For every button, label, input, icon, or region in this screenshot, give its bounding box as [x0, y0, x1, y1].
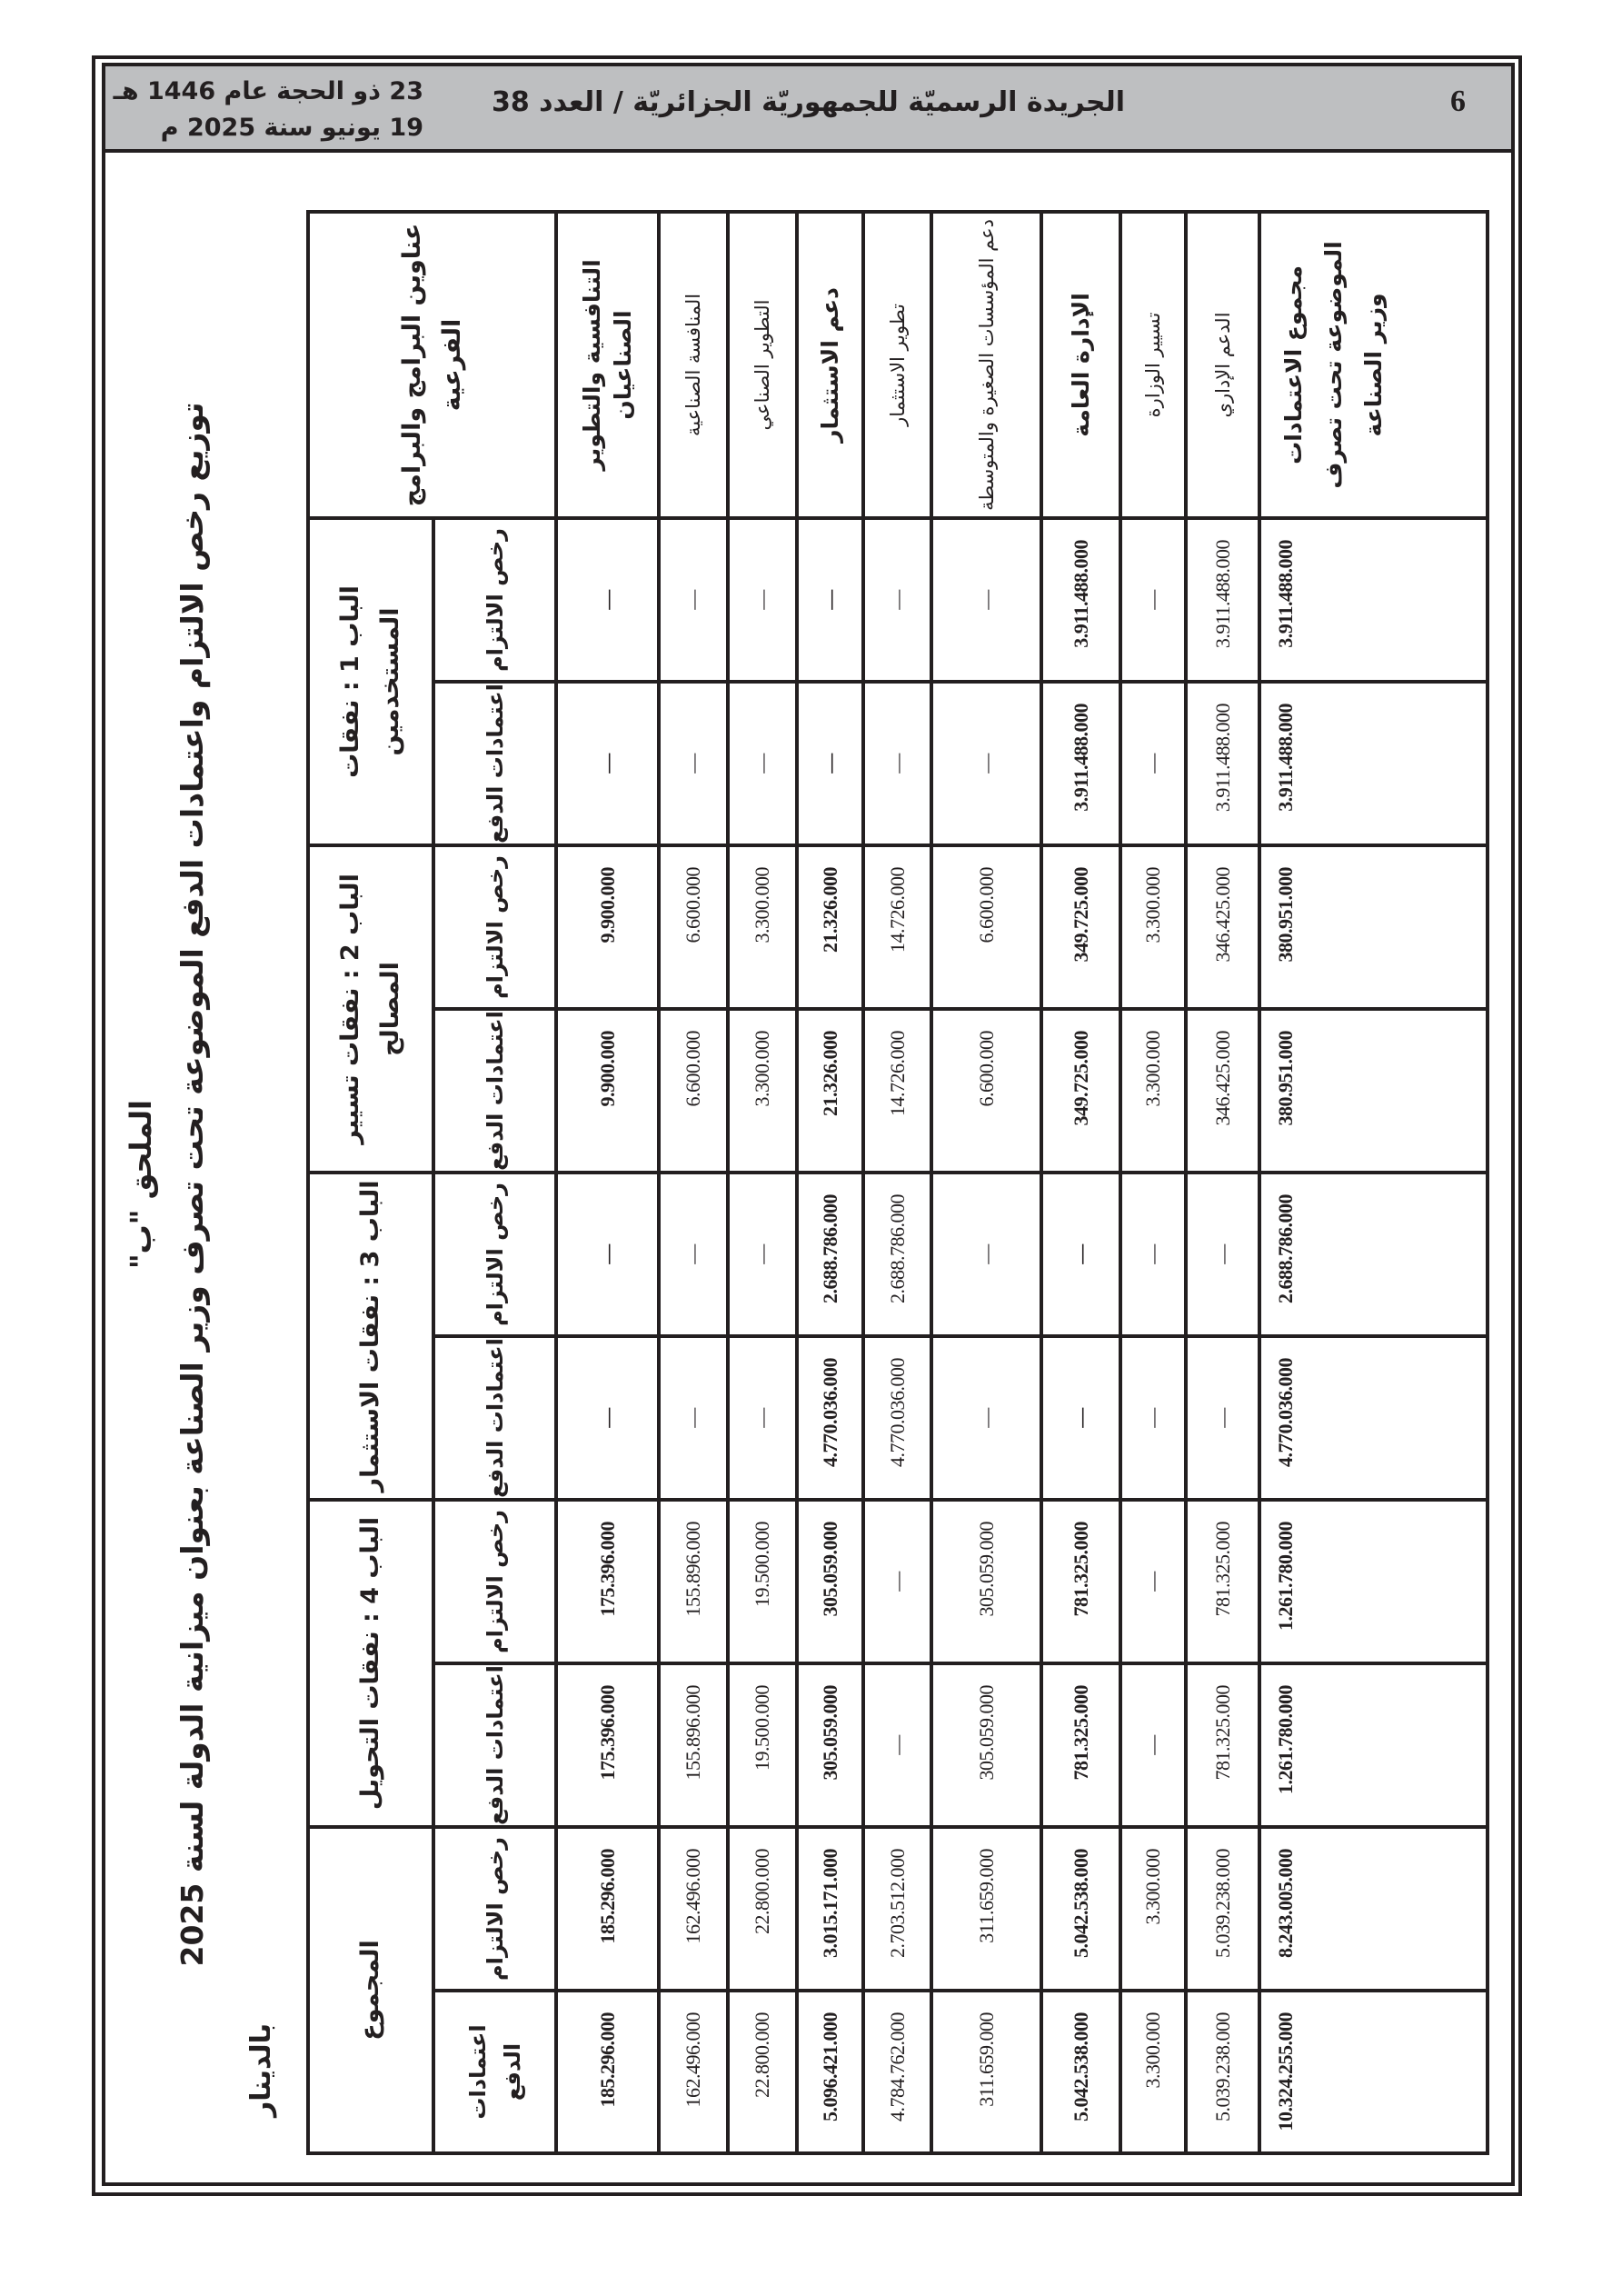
program-label: تسيير الوزارة	[1120, 212, 1186, 518]
amount-cell: 21.326.000	[797, 845, 863, 1009]
amount-cell: —	[1120, 1173, 1186, 1336]
table-row	[556, 212, 659, 2153]
amount-cell: 19.500.000	[728, 1663, 797, 1827]
group-header-title1: الباب 1 : نفقات المستخدمين	[308, 518, 433, 845]
column-header-commitment: رخص الالتزام	[433, 845, 556, 1009]
amount-cell: 781.325.000	[1041, 1663, 1120, 1827]
amount-cell: 185.296.000	[556, 1991, 659, 2153]
amount-cell: 3.300.000	[1120, 1991, 1186, 2153]
date-gregorian: 19 يونيو سنة 2025 م	[160, 114, 423, 142]
amount-cell: 346.425.000	[1186, 1009, 1259, 1173]
amount-cell: 346.425.000	[1186, 845, 1259, 1009]
table-row	[1041, 212, 1120, 2153]
amount-cell: 185.296.000	[556, 1827, 659, 1991]
table-row	[1259, 212, 1488, 2153]
amount-cell: —	[728, 1336, 797, 1500]
amount-cell: 4.770.036.000	[863, 1336, 931, 1500]
amount-cell: 1.261.780.000	[1259, 1500, 1488, 1663]
amount-cell: —	[1186, 1173, 1259, 1336]
amount-cell: 5.042.538.000	[1041, 1827, 1120, 1991]
group-header-title2: الباب 2 : نفقات تسيير المصالح	[308, 845, 433, 1173]
amount-cell: —	[1120, 1336, 1186, 1500]
program-label: دعم المؤسسات الصغيرة والمتوسطة	[931, 212, 1041, 518]
amount-cell: 349.725.000	[1041, 845, 1120, 1009]
amount-cell: —	[863, 1663, 931, 1827]
amount-cell: —	[659, 1173, 728, 1336]
amount-cell: —	[556, 1173, 659, 1336]
amount-cell: 3.911.488.000	[1186, 518, 1259, 682]
group-header-title4: الباب 4 : نفقات التحويل	[308, 1500, 433, 1827]
amount-cell: —	[1041, 1336, 1120, 1500]
budget-table-container	[306, 214, 1486, 2155]
amount-cell: 3.300.000	[1120, 1009, 1186, 1173]
amount-cell: 311.659.000	[931, 1991, 1041, 2153]
amount-cell: 22.800.000	[728, 1991, 797, 2153]
program-label: تطوير الاستثمار	[863, 212, 931, 518]
program-label: مجموع الاعتمادات الموضوعة تحت تصرف وزير الصناعة	[1259, 212, 1488, 518]
column-header-payment: اعتمادات الدفع	[433, 1336, 556, 1500]
amount-cell: —	[556, 518, 659, 682]
amount-cell: 2.688.786.000	[797, 1173, 863, 1336]
amount-cell: —	[931, 682, 1041, 845]
document-heading	[109, 214, 306, 2155]
amount-cell: 21.326.000	[797, 1009, 863, 1173]
amount-cell: —	[1186, 1336, 1259, 1500]
amount-cell: 349.725.000	[1041, 1009, 1120, 1173]
amount-cell: 5.039.238.000	[1186, 1991, 1259, 2153]
amount-cell: 6.600.000	[659, 1009, 728, 1173]
table-row	[659, 212, 728, 2153]
amount-cell: —	[1120, 518, 1186, 682]
document-title: توزيع رخص الالتزام واعتمادات الدفع الموضوعة تحت تصرف وزير الصناعة بعنوان ميزانية الدولة لسنة 2025	[174, 402, 210, 1967]
amount-cell: —	[556, 1336, 659, 1500]
program-label: الإدارة العامة	[1041, 212, 1120, 518]
amount-cell: 1.261.780.000	[1259, 1663, 1488, 1827]
amount-cell: 305.059.000	[797, 1663, 863, 1827]
amount-cell: —	[797, 518, 863, 682]
amount-cell: 4.770.036.000	[797, 1336, 863, 1500]
amount-cell: —	[1120, 1500, 1186, 1663]
amount-cell: 380.951.000	[1259, 1009, 1488, 1173]
amount-cell: —	[863, 682, 931, 845]
amount-cell: —	[931, 1336, 1041, 1500]
amount-cell: 5.039.238.000	[1186, 1827, 1259, 1991]
amount-cell: 162.496.000	[659, 1827, 728, 1991]
amount-cell: —	[659, 1336, 728, 1500]
amount-cell: 6.600.000	[931, 845, 1041, 1009]
program-label: المنافسة الصناعية	[659, 212, 728, 518]
amount-cell: 3.911.488.000	[1186, 682, 1259, 845]
annex-label: الملحق "ب"	[124, 1099, 158, 1270]
program-label: الدعم الإداري	[1186, 212, 1259, 518]
amount-cell: 3.911.488.000	[1259, 518, 1488, 682]
amount-cell: 9.900.000	[556, 1009, 659, 1173]
column-header-payment: اعتمادات الدفع	[433, 682, 556, 845]
table-row	[931, 212, 1041, 2153]
column-header-payment: اعتمادات الدفع	[433, 1991, 556, 2153]
currency-unit: بالدينار	[245, 2022, 277, 2117]
amount-cell: 6.600.000	[931, 1009, 1041, 1173]
program-label: دعم الاستثمار	[797, 212, 863, 518]
amount-cell: 305.059.000	[797, 1500, 863, 1663]
table-row	[863, 212, 931, 2153]
amount-cell: —	[931, 1173, 1041, 1336]
amount-cell: —	[1041, 1173, 1120, 1336]
amount-cell: 175.396.000	[556, 1500, 659, 1663]
amount-cell: —	[659, 518, 728, 682]
group-header-total: المجموع	[308, 1827, 433, 2153]
table-row	[1186, 212, 1259, 2153]
amount-cell: 380.951.000	[1259, 845, 1488, 1009]
amount-cell: 781.325.000	[1186, 1500, 1259, 1663]
amount-cell: 22.800.000	[728, 1827, 797, 1991]
amount-cell: 5.096.421.000	[797, 1991, 863, 2153]
amount-cell: 3.015.171.000	[797, 1827, 863, 1991]
amount-cell: 3.300.000	[1120, 1827, 1186, 1991]
table-row	[728, 212, 797, 2153]
program-label: التنافسية والتطوير الصناعيان	[556, 212, 659, 518]
amount-cell: 5.042.538.000	[1041, 1991, 1120, 2153]
issue-date	[113, 74, 423, 146]
amount-cell: 8.243.005.000	[1259, 1827, 1488, 1991]
amount-cell: 3.911.488.000	[1259, 682, 1488, 845]
amount-cell: 781.325.000	[1041, 1500, 1120, 1663]
column-header-payment: اعتمادات الدفع	[433, 1009, 556, 1173]
table-row	[1120, 212, 1186, 2153]
journal-title: الجريدة الرسميّة للجمهوريّة الجزائريّة / العدد 38	[491, 86, 1126, 118]
program-header: عناوين البرامج والبرامج الفرعية	[308, 212, 556, 518]
column-header-commitment: رخص الالتزام	[433, 1827, 556, 1991]
amount-cell: 3.911.488.000	[1041, 518, 1120, 682]
masthead	[105, 66, 1511, 153]
amount-cell: 162.496.000	[659, 1991, 728, 2153]
amount-cell: —	[728, 682, 797, 845]
amount-cell: 4.770.036.000	[1259, 1336, 1488, 1500]
amount-cell: 2.688.786.000	[1259, 1173, 1488, 1336]
amount-cell: 3.300.000	[1120, 845, 1186, 1009]
amount-cell: 4.784.762.000	[863, 1991, 931, 2153]
amount-cell: 6.600.000	[659, 845, 728, 1009]
amount-cell: 305.059.000	[931, 1500, 1041, 1663]
amount-cell: 2.688.786.000	[863, 1173, 931, 1336]
column-header-payment: اعتمادات الدفع	[433, 1663, 556, 1827]
amount-cell: —	[728, 1173, 797, 1336]
amount-cell: 305.059.000	[931, 1663, 1041, 1827]
amount-cell: 155.896.000	[659, 1500, 728, 1663]
amount-cell: —	[1120, 682, 1186, 845]
amount-cell: 311.659.000	[931, 1827, 1041, 1991]
amount-cell: 3.911.488.000	[1041, 682, 1120, 845]
column-header-commitment: رخص الالتزام	[433, 1500, 556, 1663]
column-header-commitment: رخص الالتزام	[433, 518, 556, 682]
program-label: التطوير الصناعي	[728, 212, 797, 518]
amount-cell: —	[728, 518, 797, 682]
column-header-commitment: رخص الالتزام	[433, 1173, 556, 1336]
amount-cell: —	[659, 682, 728, 845]
amount-cell: —	[863, 1500, 931, 1663]
page-number: 6	[1450, 85, 1466, 118]
amount-cell: 14.726.000	[863, 1009, 931, 1173]
table-row	[797, 212, 863, 2153]
amount-cell: 175.396.000	[556, 1663, 659, 1827]
amount-cell: 781.325.000	[1186, 1663, 1259, 1827]
amount-cell: 9.900.000	[556, 845, 659, 1009]
amount-cell: —	[931, 518, 1041, 682]
group-header-title3: الباب 3 : نفقات الاستثمار	[308, 1173, 433, 1500]
amount-cell: 3.300.000	[728, 1009, 797, 1173]
amount-cell: 155.896.000	[659, 1663, 728, 1827]
amount-cell: —	[863, 518, 931, 682]
amount-cell: 2.703.512.000	[863, 1827, 931, 1991]
amount-cell: —	[556, 682, 659, 845]
amount-cell: —	[1120, 1663, 1186, 1827]
amount-cell: 19.500.000	[728, 1500, 797, 1663]
amount-cell: —	[797, 682, 863, 845]
budget-table	[306, 210, 1489, 2155]
amount-cell: 3.300.000	[728, 845, 797, 1009]
amount-cell: 10.324.255.000	[1259, 1991, 1488, 2153]
date-hijri: 23 ذو الحجة عام 1446 هـ	[113, 77, 423, 105]
amount-cell: 14.726.000	[863, 845, 931, 1009]
